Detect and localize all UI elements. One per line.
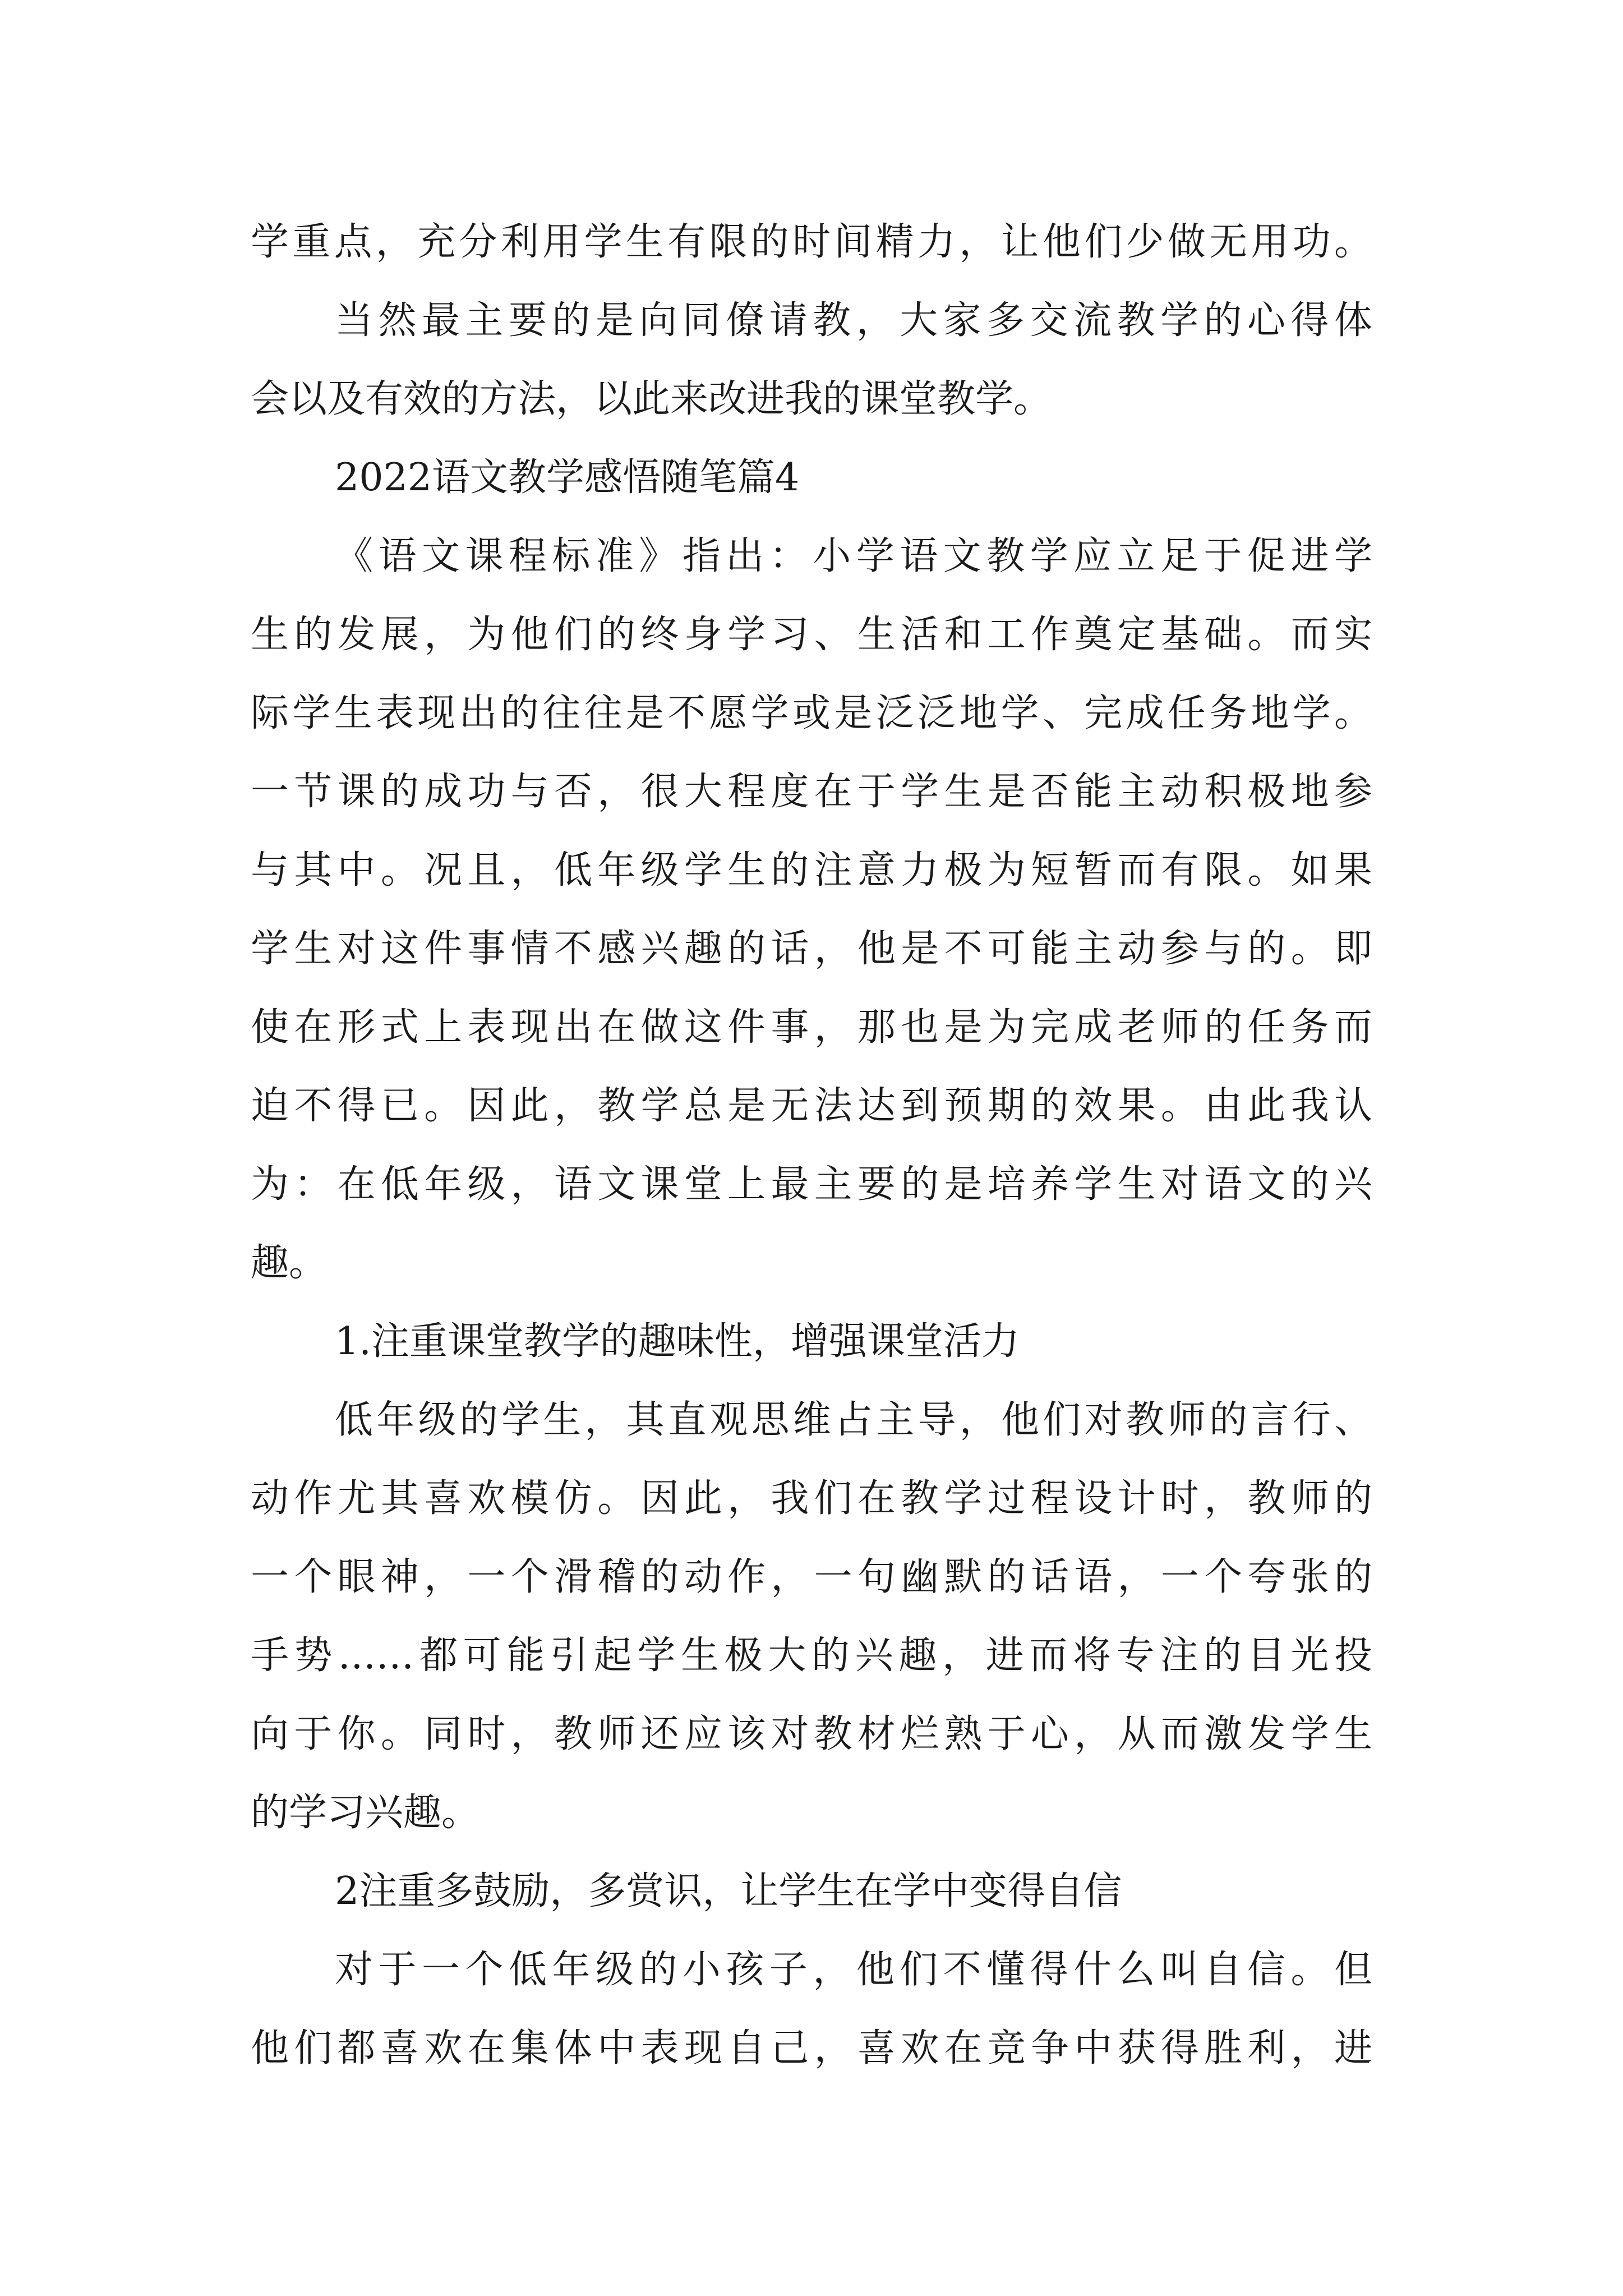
body-text-line: 一个眼神，一个滑稽的动作，一句幽默的话语，一个夸张的 bbox=[251, 1555, 1372, 1599]
paragraph-first-line: 当然最主要的是向同僚请教，大家多交流教学的心得体 bbox=[335, 298, 1372, 343]
section-heading: 2022语文教学感悟随笔篇4 bbox=[335, 455, 800, 500]
body-text-line: 为：在低年级，语文课堂上最主要的是培养学生对语文的兴 bbox=[251, 1162, 1372, 1207]
body-text-line: 迫不得已。因此，教学总是无法达到预期的效果。由此我认 bbox=[251, 1084, 1372, 1128]
body-text-line: 一节课的成功与否，很大程度在于学生是否能主动积极地参 bbox=[251, 770, 1372, 814]
section-heading: 2注重多鼓励，多赏识，让学生在学中变得自信 bbox=[335, 1869, 1122, 1913]
body-text-line: 手势……都可能引起学生极大的兴趣，进而将专注的目光投 bbox=[251, 1634, 1372, 1678]
body-text-line: 的学习兴趣。 bbox=[251, 1791, 480, 1835]
paragraph-first-line: 《语文课程标准》指出：小学语文教学应立足于促进学 bbox=[335, 534, 1372, 578]
body-text-line: 使在形式上表现出在做这件事，那也是为完成老师的任务而 bbox=[251, 1005, 1372, 1050]
body-text-line: 学重点，充分利用学生有限的时间精力，让他们少做无用功。 bbox=[251, 220, 1372, 264]
body-text-line: 向于你。同时，教师还应该对教材烂熟于心，从而激发学生 bbox=[251, 1712, 1372, 1756]
body-text-line: 学生对这件事情不感兴趣的话，他是不可能主动参与的。即 bbox=[251, 927, 1372, 971]
body-text-line: 际学生表现出的往往是不愿学或是泛泛地学、完成任务地学。 bbox=[251, 691, 1372, 735]
paragraph-first-line: 低年级的学生，其直观思维占主导，他们对教师的言行、 bbox=[335, 1398, 1372, 1442]
body-text-line: 他们都喜欢在集体中表现自己，喜欢在竞争中获得胜利，进 bbox=[251, 2026, 1372, 2070]
body-text-line: 趣。 bbox=[251, 1241, 328, 1285]
body-text-line: 动作尤其喜欢模仿。因此，我们在教学过程设计时，教师的 bbox=[251, 1476, 1372, 1521]
paragraph-first-line: 对于一个低年级的小孩子，他们不懂得什么叫自信。但 bbox=[335, 1948, 1372, 1992]
body-text-line: 会以及有效的方法，以此来改进我的课堂教学。 bbox=[251, 377, 1052, 421]
body-text-line: 与其中。况且，低年级学生的注意力极为短暂而有限。如果 bbox=[251, 848, 1372, 892]
section-heading: 1.注重课堂教学的趣味性，增强课堂活力 bbox=[335, 1319, 1020, 1364]
body-text-line: 生的发展，为他们的终身学习、生活和工作奠定基础。而实 bbox=[251, 613, 1372, 657]
